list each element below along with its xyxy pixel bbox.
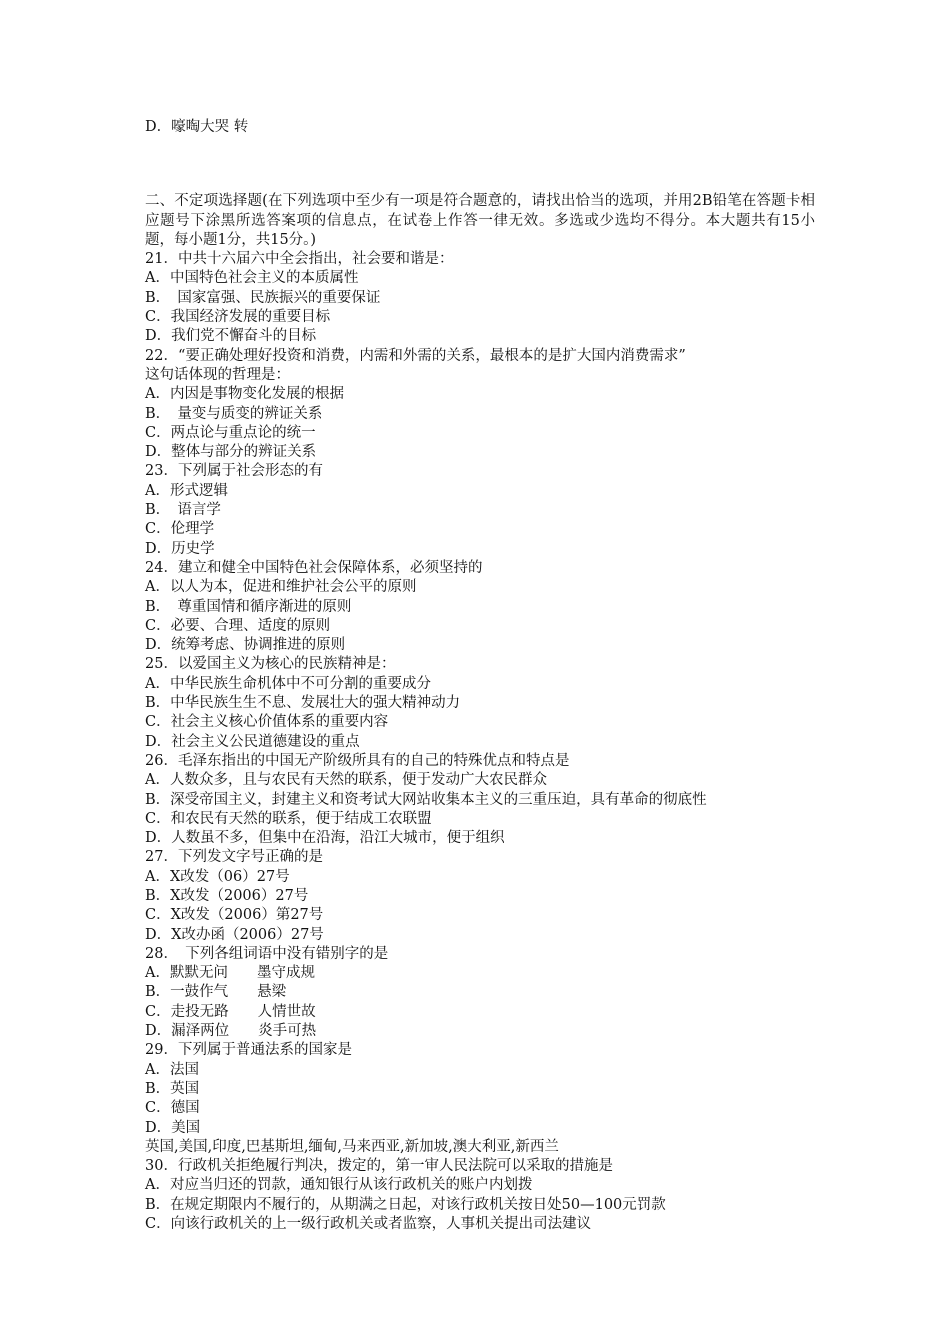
text-line: D．X改办函（2006）27号: [145, 926, 324, 943]
text-line: B．深受帝国主义，封建主义和资考试大网站收集本主义的三重压迫，具有革命的彻底性: [145, 791, 707, 808]
text-line: C．和农民有天然的联系，便于结成工农联盟: [145, 810, 432, 827]
text-line: D．整体与部分的辨证关系: [145, 444, 317, 461]
question-list: [145, 250, 815, 1234]
text-line: A．对应当归还的罚款，通知银行从该行政机关的账户内划拨: [145, 1177, 533, 1194]
text-line: B．中华民族生生不息、发展壮大的强大精神动力: [145, 695, 461, 712]
text-line: B．X改发（2006）27号: [145, 887, 309, 904]
text-line: B． 尊重国情和循序渐进的原则: [145, 598, 352, 615]
text-line: 英国,美国,印度,巴基斯坦,缅甸,马来西亚,新加坡,澳大利亚,新西兰: [145, 1138, 559, 1155]
text-line: 28． 下列各组词语中没有错别字的是: [145, 945, 389, 962]
text-line: B． 国家富强、民族振兴的重要保证: [145, 289, 381, 306]
text-line: A．以人为本，促进和维护社会公平的原则: [145, 579, 417, 596]
text-line: D．漏泽两位 炎手可热: [145, 1023, 317, 1040]
text-line: B．在规定期限内不履行的，从期满之日起，对该行政机关按日处50—100元罚款: [145, 1196, 666, 1213]
text-line: A．人数众多，且与农民有天然的联系，便于发动广大农民群众: [145, 772, 547, 789]
text-line: 29．下列属于普通法系的国家是: [145, 1042, 352, 1059]
text-line: C．向该行政机关的上一级行政机关或者监察，人事机关提出司法建议: [145, 1216, 592, 1233]
text-line: B． 量变与质变的辨证关系: [145, 405, 323, 422]
text-line: C．X改发（2006）第27号: [145, 907, 324, 924]
text-line: A．形式逻辑: [145, 482, 228, 499]
text-line: A．中国特色社会主义的本质属性: [145, 270, 359, 287]
text-line: 24．建立和健全中国特色社会保障体系，必须坚持的: [145, 559, 483, 576]
text-line: A．中华民族生命机体中不可分割的重要成分: [145, 675, 431, 692]
text-line: 23．下列属于社会形态的有: [145, 463, 323, 480]
text-line: B． 语言学: [145, 502, 221, 519]
text-line: D．我们党不懈奋斗的目标: [145, 328, 317, 345]
spacer: [145, 137, 815, 192]
text-line: A．默默无问 墨守成规: [145, 965, 315, 982]
text-line: D．历史学: [145, 540, 215, 557]
text-line: 25．以爱国主义为核心的民族精神是：: [145, 656, 396, 673]
text-line: B．英国: [145, 1080, 200, 1097]
text-line: 30．行政机关拒绝履行判决，拨定的，第一审人民法院可以采取的措施是: [145, 1158, 613, 1175]
text-line: 22．“要正确处理好投资和消费，内需和外需的关系，最根本的是扩大国内消费需求”: [145, 347, 686, 364]
text-line: B．一鼓作气 悬梁: [145, 984, 287, 1001]
document-page: [145, 118, 815, 1234]
text-line: C．社会主义核心价值体系的重要内容: [145, 714, 389, 731]
top-option-line: D．嚎啕大哭 转: [145, 119, 249, 135]
text-line: C．必要、合理、适度的原则: [145, 617, 331, 634]
text-line: C．伦理学: [145, 521, 215, 538]
text-line: A．法国: [145, 1061, 199, 1078]
text-line: A．内因是事物变化发展的根据: [145, 386, 344, 403]
text-line: C．我国经济发展的重要目标: [145, 309, 331, 326]
text-line: D．人数虽不多，但集中在沿海，沿江大城市，便于组织: [145, 830, 505, 847]
text-line: C．德国: [145, 1100, 200, 1117]
text-line: 27．下列发文字号正确的是: [145, 849, 323, 866]
text-line: 这句话体现的哲理是：: [145, 366, 290, 383]
text-line: C．走投无路 人情世故: [145, 1003, 316, 1020]
text-line: 21．中共十六届六中全会指出，社会要和谐是：: [145, 251, 454, 268]
text-line: 26．毛泽东指出的中国无产阶级所具有的自己的特殊优点和特点是: [145, 752, 570, 769]
text-line: D．美国: [145, 1119, 201, 1136]
text-line: C．两点论与重点论的统一: [145, 424, 316, 441]
text-line: D．统筹考虑、协调推进的原则: [145, 637, 346, 654]
text-line: D．社会主义公民道德建设的重点: [145, 733, 360, 750]
section-heading: 二、不定项选择题(在下列选项中至少有一项是符合题意的，请找出恰当的选项，并用2B铅笔在答题卡相应题号下涂黑所选答案项的信息点，在试卷上作答一律无效。多选或少选均不得分。本大题共有15小题，每小题1分，共15分。): [145, 193, 815, 248]
text-line: A．X改发（06）27号: [145, 868, 290, 885]
